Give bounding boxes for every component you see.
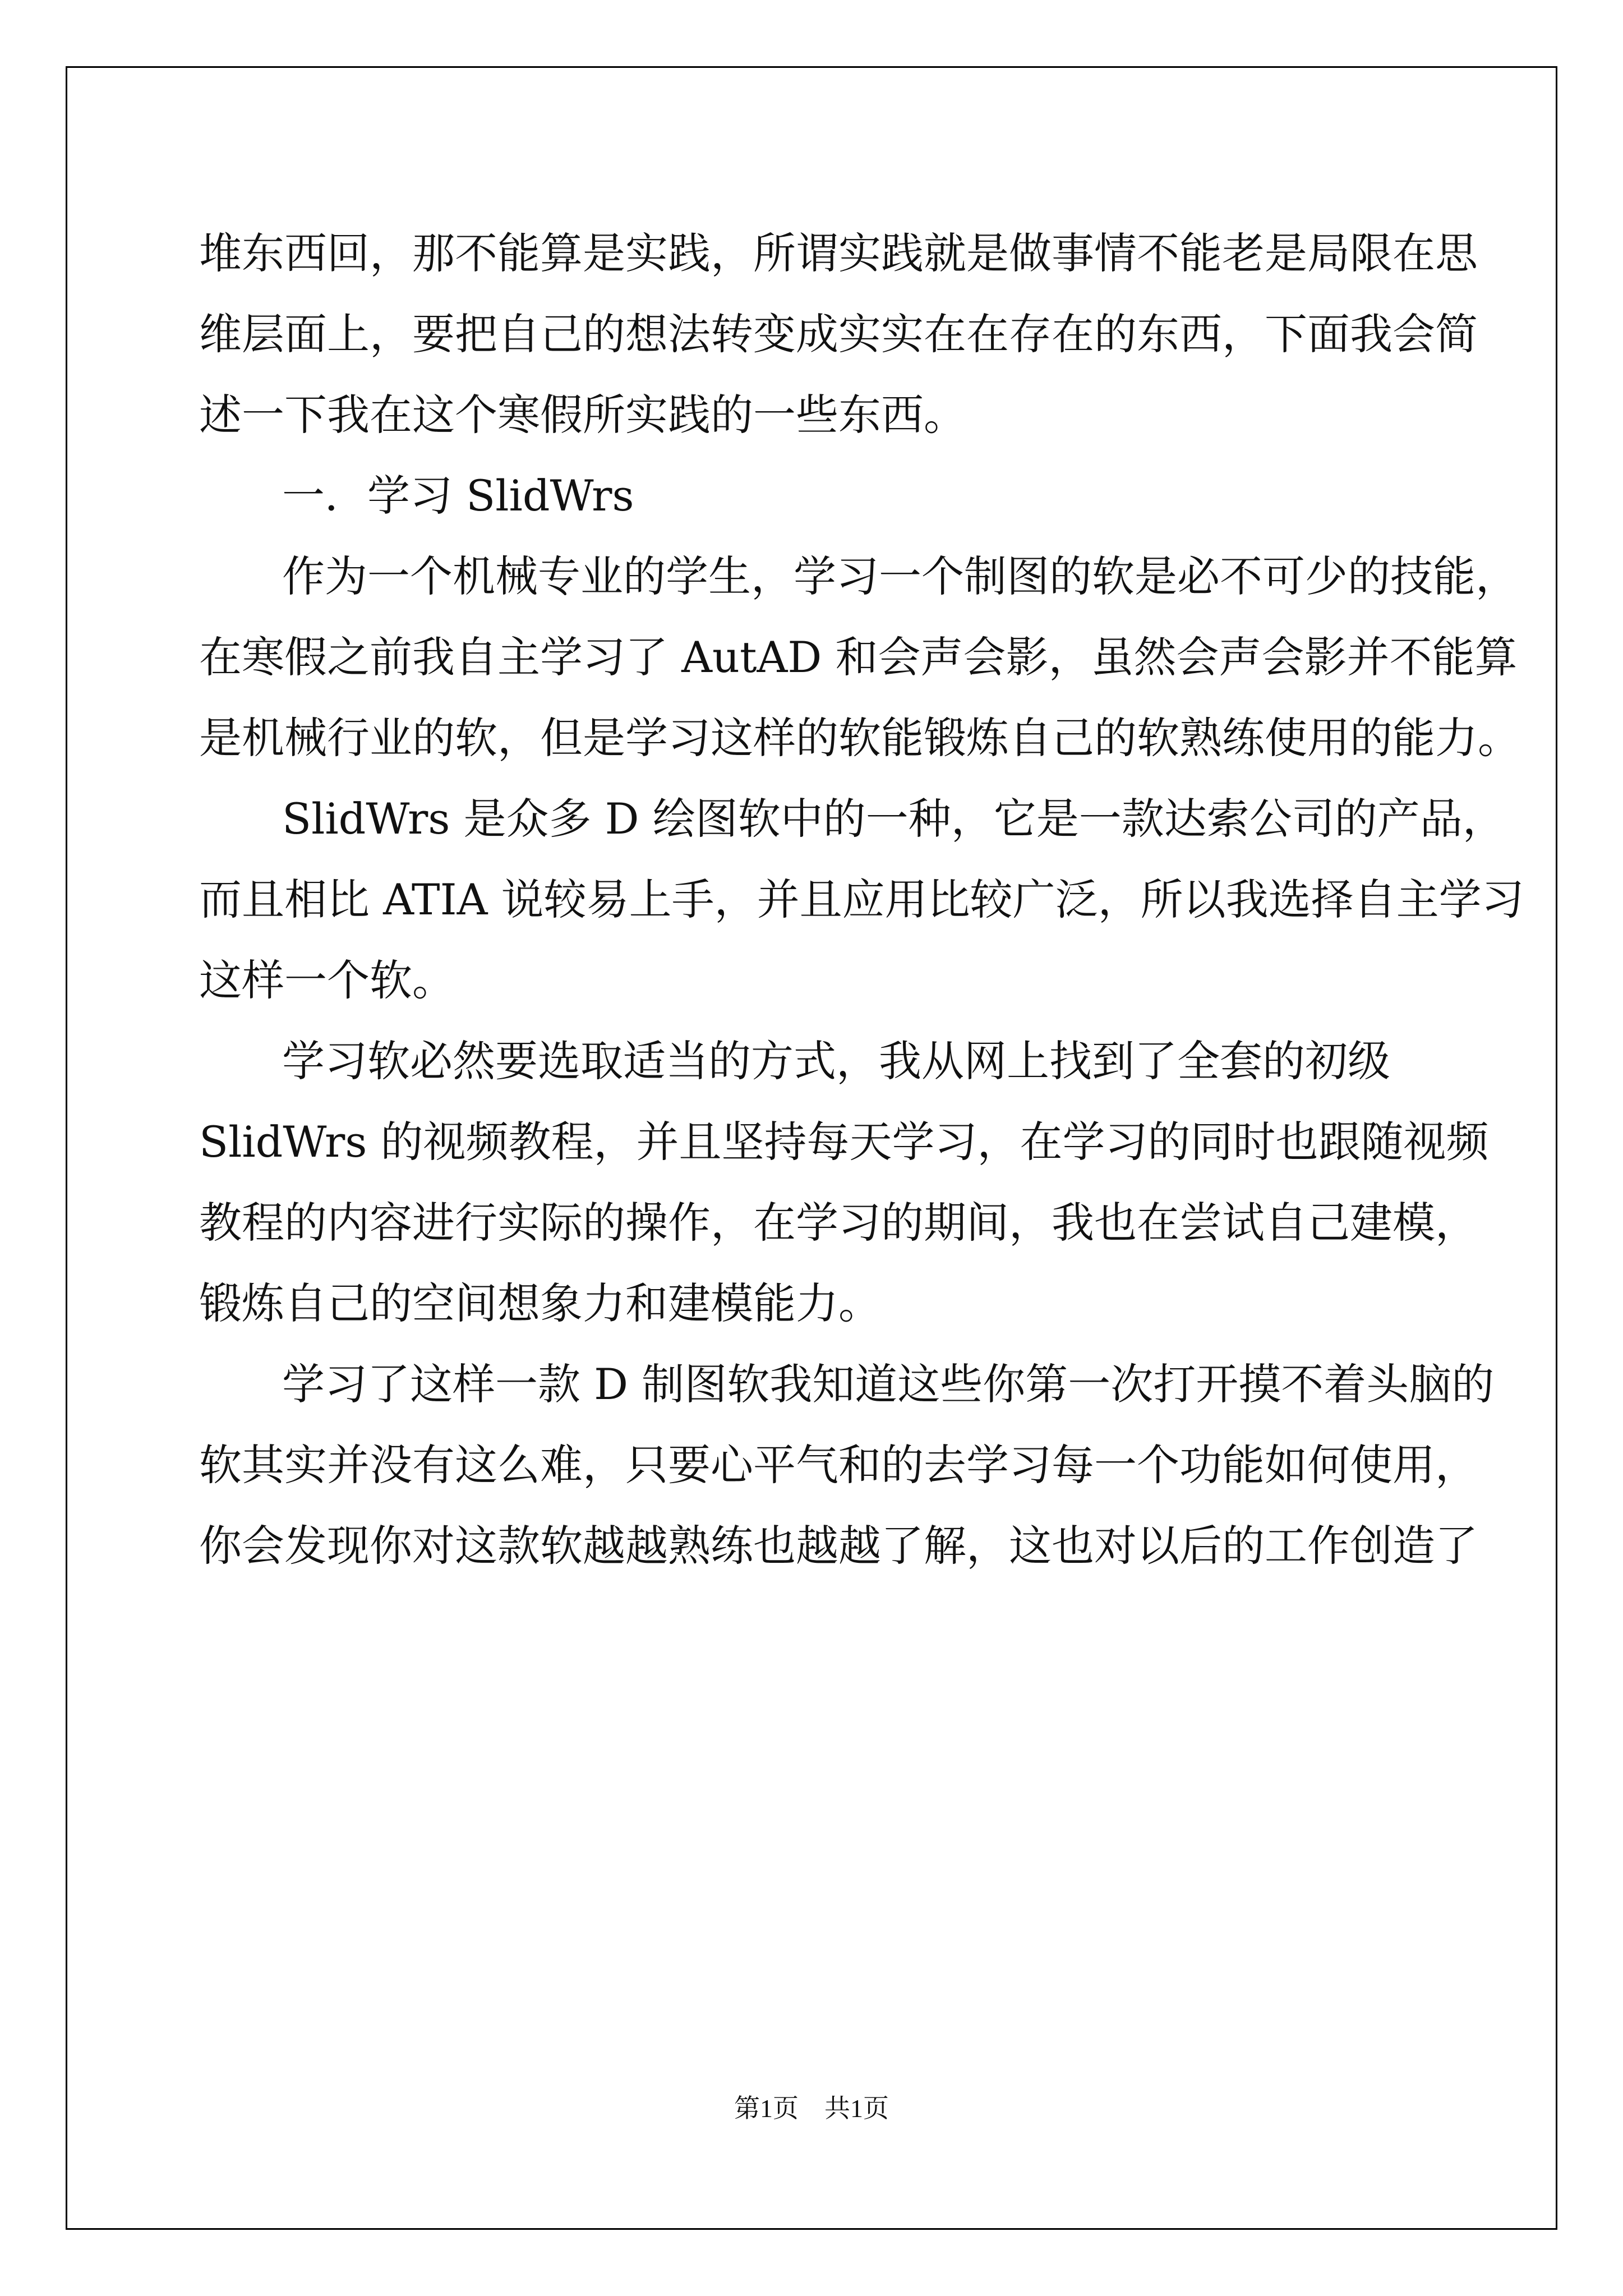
text-line-17: 你会发现你对这款软越越熟练也越越了解，这也对以后的工作创造了 [199, 1521, 1478, 1571]
text-line-13: 教程的内容进行实际的操作，在学习的期间，我也在尝试自己建模， [199, 1198, 1478, 1248]
text-line-12: SlidWrs 的视频教程，并且坚持每天学习，在学习的同时也跟随视频 [199, 1117, 1489, 1167]
text-line-14: 锻炼自己的空间想象力和建模能力。 [199, 1278, 881, 1328]
text-line-8: SlidWrs 是众多 D 绘图软中的一种，它是一款达索公司的产品， [282, 794, 1505, 844]
section-heading: 一．学习 SlidWrs [282, 471, 634, 521]
page-total: 共1页 [824, 2094, 889, 2123]
text-line-11: 学习软必然要选取适当的方式，我从网上找到了全套的初级 [282, 1036, 1390, 1086]
text-line-1: 堆东西回，那不能算是实践，所谓实践就是做事情不能老是局限在思 [199, 228, 1478, 278]
page-footer [0, 2088, 1623, 2125]
page-number: 第1页 [734, 2094, 799, 2123]
text-line-3: 述一下我在这个寒假所实践的一些东西。 [199, 390, 966, 440]
text-line-10: 这样一个软。 [199, 955, 455, 1005]
text-line-16: 软其实并没有这么难，只要心平气和的去学习每一个功能如何使用， [199, 1440, 1478, 1490]
text-line-15: 学习了这样一款 D 制图软我知道这些你第一次打开摸不着头脑的 [282, 1359, 1495, 1409]
text-line-7: 是机械行业的软，但是学习这样的软能锻炼自己的软熟练使用的能力。 [199, 713, 1520, 763]
text-line-5: 作为一个机械专业的学生，学习一个制图的软是必不可少的技能， [282, 551, 1518, 601]
text-line-2: 维层面上，要把自己的想法转变成实实在在存在的东西，下面我会简 [199, 309, 1478, 359]
document-body [199, 213, 1524, 1586]
text-line-6: 在寒假之前我自主学习了 AutAD 和会声会影，虽然会声会影并不能算 [199, 632, 1518, 682]
text-line-9: 而且相比 ATIA 说较易上手，并且应用比较广泛，所以我选择自主学习 [199, 875, 1524, 924]
